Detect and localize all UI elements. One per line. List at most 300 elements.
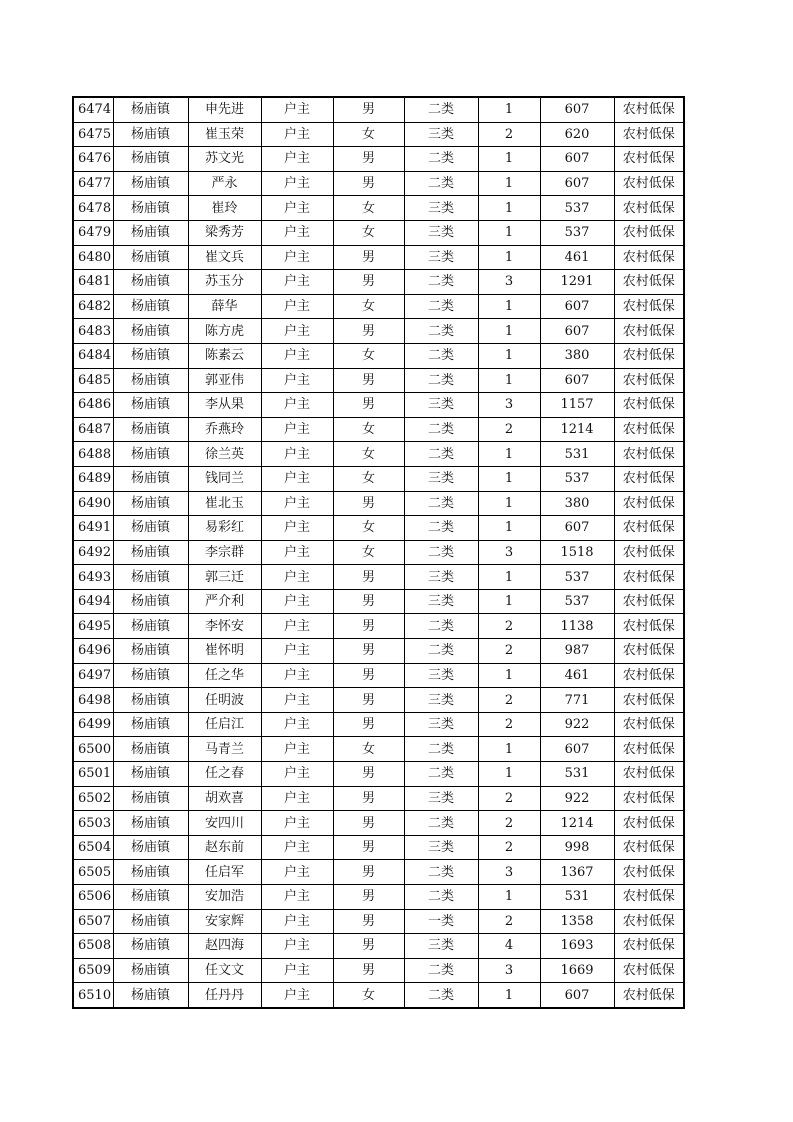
relation-cell: 户主	[261, 393, 333, 418]
relation-cell: 户主	[261, 639, 333, 664]
row-number-cell: 6489	[73, 466, 113, 491]
household-size-cell: 2	[478, 688, 540, 713]
relation-cell: 户主	[261, 712, 333, 737]
table-row	[73, 417, 684, 442]
town-cell: 杨庙镇	[113, 97, 188, 122]
amount-cell: 607	[540, 294, 614, 319]
town-cell: 杨庙镇	[113, 589, 188, 614]
gender-cell: 女	[333, 983, 404, 1008]
assistance-type-cell: 农村低保	[614, 319, 684, 344]
relation-cell: 户主	[261, 417, 333, 442]
name-cell: 李怀安	[188, 614, 261, 639]
data-table	[72, 96, 685, 1009]
row-number-cell: 6475	[73, 122, 113, 147]
town-cell: 杨庙镇	[113, 614, 188, 639]
amount-cell: 1518	[540, 540, 614, 565]
household-size-cell: 1	[478, 442, 540, 467]
category-cell: 二类	[404, 737, 478, 762]
category-cell: 三类	[404, 835, 478, 860]
table-row	[73, 245, 684, 270]
town-cell: 杨庙镇	[113, 663, 188, 688]
category-cell: 三类	[404, 688, 478, 713]
relation-cell: 户主	[261, 540, 333, 565]
row-number-cell: 6505	[73, 860, 113, 885]
row-number-cell: 6504	[73, 835, 113, 860]
row-number-cell: 6500	[73, 737, 113, 762]
row-number-cell: 6497	[73, 663, 113, 688]
assistance-type-cell: 农村低保	[614, 909, 684, 934]
name-cell: 陈方虎	[188, 319, 261, 344]
gender-cell: 男	[333, 368, 404, 393]
gender-cell: 男	[333, 811, 404, 836]
category-cell: 三类	[404, 196, 478, 221]
household-size-cell: 2	[478, 417, 540, 442]
town-cell: 杨庙镇	[113, 245, 188, 270]
amount-cell: 1214	[540, 811, 614, 836]
relation-cell: 户主	[261, 343, 333, 368]
category-cell: 二类	[404, 147, 478, 172]
household-size-cell: 3	[478, 540, 540, 565]
relation-cell: 户主	[261, 958, 333, 983]
assistance-type-cell: 农村低保	[614, 786, 684, 811]
household-size-cell: 1	[478, 97, 540, 122]
category-cell: 二类	[404, 491, 478, 516]
table-row	[73, 860, 684, 885]
table-row	[73, 762, 684, 787]
household-size-cell: 2	[478, 639, 540, 664]
household-size-cell: 1	[478, 147, 540, 172]
category-cell: 二类	[404, 516, 478, 541]
amount-cell: 607	[540, 97, 614, 122]
gender-cell: 女	[333, 122, 404, 147]
name-cell: 任文文	[188, 958, 261, 983]
name-cell: 崔玲	[188, 196, 261, 221]
table-row	[73, 393, 684, 418]
gender-cell: 男	[333, 712, 404, 737]
name-cell: 任之春	[188, 762, 261, 787]
amount-cell: 607	[540, 171, 614, 196]
category-cell: 二类	[404, 442, 478, 467]
relation-cell: 户主	[261, 171, 333, 196]
assistance-type-cell: 农村低保	[614, 639, 684, 664]
household-size-cell: 1	[478, 368, 540, 393]
row-number-cell: 6503	[73, 811, 113, 836]
town-cell: 杨庙镇	[113, 835, 188, 860]
category-cell: 二类	[404, 417, 478, 442]
town-cell: 杨庙镇	[113, 368, 188, 393]
table-row	[73, 171, 684, 196]
relation-cell: 户主	[261, 97, 333, 122]
town-cell: 杨庙镇	[113, 565, 188, 590]
assistance-type-cell: 农村低保	[614, 393, 684, 418]
relation-cell: 户主	[261, 122, 333, 147]
table-row	[73, 319, 684, 344]
row-number-cell: 6484	[73, 343, 113, 368]
amount-cell: 531	[540, 885, 614, 910]
amount-cell: 987	[540, 639, 614, 664]
name-cell: 任明波	[188, 688, 261, 713]
table-row	[73, 343, 684, 368]
town-cell: 杨庙镇	[113, 958, 188, 983]
gender-cell: 女	[333, 516, 404, 541]
gender-cell: 男	[333, 393, 404, 418]
relation-cell: 户主	[261, 737, 333, 762]
row-number-cell: 6494	[73, 589, 113, 614]
gender-cell: 男	[333, 786, 404, 811]
gender-cell: 男	[333, 958, 404, 983]
table-row	[73, 368, 684, 393]
amount-cell: 537	[540, 220, 614, 245]
row-number-cell: 6498	[73, 688, 113, 713]
gender-cell: 男	[333, 565, 404, 590]
name-cell: 安四川	[188, 811, 261, 836]
row-number-cell: 6507	[73, 909, 113, 934]
name-cell: 赵四海	[188, 934, 261, 959]
row-number-cell: 6476	[73, 147, 113, 172]
town-cell: 杨庙镇	[113, 491, 188, 516]
row-number-cell: 6501	[73, 762, 113, 787]
assistance-type-cell: 农村低保	[614, 343, 684, 368]
category-cell: 三类	[404, 220, 478, 245]
category-cell: 二类	[404, 639, 478, 664]
gender-cell: 男	[333, 934, 404, 959]
name-cell: 严永	[188, 171, 261, 196]
town-cell: 杨庙镇	[113, 171, 188, 196]
category-cell: 二类	[404, 171, 478, 196]
category-cell: 三类	[404, 663, 478, 688]
gender-cell: 男	[333, 97, 404, 122]
assistance-type-cell: 农村低保	[614, 835, 684, 860]
assistance-type-cell: 农村低保	[614, 270, 684, 295]
row-number-cell: 6488	[73, 442, 113, 467]
gender-cell: 女	[333, 220, 404, 245]
row-number-cell: 6485	[73, 368, 113, 393]
household-size-cell: 2	[478, 811, 540, 836]
relation-cell: 户主	[261, 147, 333, 172]
relation-cell: 户主	[261, 491, 333, 516]
assistance-type-cell: 农村低保	[614, 762, 684, 787]
table-row	[73, 614, 684, 639]
row-number-cell: 6510	[73, 983, 113, 1008]
name-cell: 崔怀明	[188, 639, 261, 664]
relation-cell: 户主	[261, 294, 333, 319]
household-size-cell: 1	[478, 319, 540, 344]
name-cell: 苏文光	[188, 147, 261, 172]
town-cell: 杨庙镇	[113, 220, 188, 245]
town-cell: 杨庙镇	[113, 639, 188, 664]
category-cell: 二类	[404, 885, 478, 910]
gender-cell: 女	[333, 196, 404, 221]
amount-cell: 537	[540, 466, 614, 491]
household-size-cell: 2	[478, 614, 540, 639]
name-cell: 薛华	[188, 294, 261, 319]
relation-cell: 户主	[261, 835, 333, 860]
household-size-cell: 1	[478, 885, 540, 910]
relation-cell: 户主	[261, 762, 333, 787]
town-cell: 杨庙镇	[113, 516, 188, 541]
town-cell: 杨庙镇	[113, 737, 188, 762]
table-row	[73, 835, 684, 860]
table-row	[73, 983, 684, 1008]
row-number-cell: 6486	[73, 393, 113, 418]
category-cell: 二类	[404, 762, 478, 787]
assistance-type-cell: 农村低保	[614, 97, 684, 122]
category-cell: 三类	[404, 934, 478, 959]
category-cell: 二类	[404, 343, 478, 368]
table-row	[73, 147, 684, 172]
table-row	[73, 934, 684, 959]
table-row	[73, 466, 684, 491]
amount-cell: 537	[540, 196, 614, 221]
amount-cell: 380	[540, 343, 614, 368]
category-cell: 二类	[404, 958, 478, 983]
amount-cell: 537	[540, 565, 614, 590]
row-number-cell: 6482	[73, 294, 113, 319]
gender-cell: 男	[333, 245, 404, 270]
assistance-type-cell: 农村低保	[614, 540, 684, 565]
name-cell: 陈素云	[188, 343, 261, 368]
assistance-type-cell: 农村低保	[614, 245, 684, 270]
gender-cell: 男	[333, 885, 404, 910]
name-cell: 易彩红	[188, 516, 261, 541]
table-row	[73, 516, 684, 541]
gender-cell: 男	[333, 663, 404, 688]
household-size-cell: 1	[478, 171, 540, 196]
row-number-cell: 6495	[73, 614, 113, 639]
name-cell: 李从果	[188, 393, 261, 418]
table-row	[73, 909, 684, 934]
gender-cell: 男	[333, 147, 404, 172]
gender-cell: 男	[333, 614, 404, 639]
household-size-cell: 1	[478, 565, 540, 590]
amount-cell: 607	[540, 516, 614, 541]
household-size-cell: 2	[478, 909, 540, 934]
town-cell: 杨庙镇	[113, 294, 188, 319]
table-row	[73, 712, 684, 737]
relation-cell: 户主	[261, 319, 333, 344]
relation-cell: 户主	[261, 442, 333, 467]
category-cell: 二类	[404, 811, 478, 836]
amount-cell: 461	[540, 663, 614, 688]
town-cell: 杨庙镇	[113, 909, 188, 934]
category-cell: 三类	[404, 712, 478, 737]
amount-cell: 998	[540, 835, 614, 860]
row-number-cell: 6474	[73, 97, 113, 122]
household-size-cell: 2	[478, 786, 540, 811]
table-row	[73, 491, 684, 516]
town-cell: 杨庙镇	[113, 147, 188, 172]
household-size-cell: 3	[478, 270, 540, 295]
amount-cell: 531	[540, 762, 614, 787]
category-cell: 三类	[404, 565, 478, 590]
household-size-cell: 1	[478, 245, 540, 270]
town-cell: 杨庙镇	[113, 786, 188, 811]
category-cell: 二类	[404, 368, 478, 393]
category-cell: 二类	[404, 860, 478, 885]
relation-cell: 户主	[261, 220, 333, 245]
assistance-type-cell: 农村低保	[614, 516, 684, 541]
name-cell: 赵东前	[188, 835, 261, 860]
row-number-cell: 6479	[73, 220, 113, 245]
name-cell: 安加浩	[188, 885, 261, 910]
relation-cell: 户主	[261, 565, 333, 590]
town-cell: 杨庙镇	[113, 466, 188, 491]
row-number-cell: 6492	[73, 540, 113, 565]
household-size-cell: 1	[478, 196, 540, 221]
gender-cell: 女	[333, 737, 404, 762]
row-number-cell: 6493	[73, 565, 113, 590]
category-cell: 一类	[404, 909, 478, 934]
name-cell: 胡欢喜	[188, 786, 261, 811]
town-cell: 杨庙镇	[113, 270, 188, 295]
assistance-type-cell: 农村低保	[614, 491, 684, 516]
category-cell: 三类	[404, 589, 478, 614]
assistance-type-cell: 农村低保	[614, 122, 684, 147]
name-cell: 钱同兰	[188, 466, 261, 491]
assistance-type-cell: 农村低保	[614, 589, 684, 614]
name-cell: 任启江	[188, 712, 261, 737]
gender-cell: 男	[333, 589, 404, 614]
amount-cell: 1214	[540, 417, 614, 442]
table-row	[73, 688, 684, 713]
name-cell: 崔北玉	[188, 491, 261, 516]
amount-cell: 1291	[540, 270, 614, 295]
relation-cell: 户主	[261, 885, 333, 910]
household-size-cell: 1	[478, 589, 540, 614]
amount-cell: 1138	[540, 614, 614, 639]
amount-cell: 1693	[540, 934, 614, 959]
household-size-cell: 1	[478, 737, 540, 762]
assistance-type-cell: 农村低保	[614, 147, 684, 172]
table-row	[73, 442, 684, 467]
category-cell: 二类	[404, 540, 478, 565]
table-row	[73, 885, 684, 910]
category-cell: 三类	[404, 122, 478, 147]
gender-cell: 男	[333, 909, 404, 934]
gender-cell: 女	[333, 442, 404, 467]
name-cell: 梁秀芳	[188, 220, 261, 245]
amount-cell: 1358	[540, 909, 614, 934]
household-size-cell: 3	[478, 958, 540, 983]
town-cell: 杨庙镇	[113, 343, 188, 368]
table-row	[73, 220, 684, 245]
table-row	[73, 196, 684, 221]
name-cell: 徐兰英	[188, 442, 261, 467]
name-cell: 任启军	[188, 860, 261, 885]
table-row	[73, 565, 684, 590]
amount-cell: 1669	[540, 958, 614, 983]
town-cell: 杨庙镇	[113, 860, 188, 885]
amount-cell: 607	[540, 319, 614, 344]
amount-cell: 922	[540, 712, 614, 737]
assistance-type-cell: 农村低保	[614, 663, 684, 688]
relation-cell: 户主	[261, 909, 333, 934]
relation-cell: 户主	[261, 934, 333, 959]
row-number-cell: 6481	[73, 270, 113, 295]
gender-cell: 女	[333, 294, 404, 319]
category-cell: 三类	[404, 786, 478, 811]
household-size-cell: 1	[478, 663, 540, 688]
name-cell: 严介利	[188, 589, 261, 614]
amount-cell: 537	[540, 589, 614, 614]
assistance-type-cell: 农村低保	[614, 934, 684, 959]
relation-cell: 户主	[261, 614, 333, 639]
relation-cell: 户主	[261, 663, 333, 688]
gender-cell: 男	[333, 639, 404, 664]
name-cell: 崔玉荣	[188, 122, 261, 147]
assistance-type-cell: 农村低保	[614, 712, 684, 737]
table-row	[73, 958, 684, 983]
name-cell: 郭亚伟	[188, 368, 261, 393]
relation-cell: 户主	[261, 688, 333, 713]
town-cell: 杨庙镇	[113, 811, 188, 836]
name-cell: 任丹丹	[188, 983, 261, 1008]
amount-cell: 607	[540, 983, 614, 1008]
name-cell: 苏玉分	[188, 270, 261, 295]
category-cell: 三类	[404, 245, 478, 270]
category-cell: 二类	[404, 270, 478, 295]
town-cell: 杨庙镇	[113, 885, 188, 910]
relation-cell: 户主	[261, 270, 333, 295]
name-cell: 崔文兵	[188, 245, 261, 270]
relation-cell: 户主	[261, 786, 333, 811]
row-number-cell: 6506	[73, 885, 113, 910]
relation-cell: 户主	[261, 368, 333, 393]
household-size-cell: 3	[478, 393, 540, 418]
name-cell: 李宗群	[188, 540, 261, 565]
category-cell: 二类	[404, 294, 478, 319]
town-cell: 杨庙镇	[113, 540, 188, 565]
assistance-type-cell: 农村低保	[614, 885, 684, 910]
relation-cell: 户主	[261, 516, 333, 541]
row-number-cell: 6508	[73, 934, 113, 959]
household-size-cell: 1	[478, 762, 540, 787]
town-cell: 杨庙镇	[113, 712, 188, 737]
household-size-cell: 4	[478, 934, 540, 959]
amount-cell: 380	[540, 491, 614, 516]
row-number-cell: 6478	[73, 196, 113, 221]
gender-cell: 男	[333, 835, 404, 860]
household-size-cell: 1	[478, 466, 540, 491]
table-row	[73, 122, 684, 147]
gender-cell: 女	[333, 343, 404, 368]
assistance-type-cell: 农村低保	[614, 811, 684, 836]
household-size-cell: 1	[478, 294, 540, 319]
category-cell: 二类	[404, 983, 478, 1008]
town-cell: 杨庙镇	[113, 122, 188, 147]
assistance-type-cell: 农村低保	[614, 171, 684, 196]
town-cell: 杨庙镇	[113, 393, 188, 418]
gender-cell: 女	[333, 540, 404, 565]
relation-cell: 户主	[261, 466, 333, 491]
amount-cell: 607	[540, 147, 614, 172]
name-cell: 马青兰	[188, 737, 261, 762]
household-size-cell: 1	[478, 983, 540, 1008]
gender-cell: 男	[333, 688, 404, 713]
household-size-cell: 1	[478, 220, 540, 245]
row-number-cell: 6483	[73, 319, 113, 344]
name-cell: 郭三迁	[188, 565, 261, 590]
town-cell: 杨庙镇	[113, 934, 188, 959]
category-cell: 二类	[404, 614, 478, 639]
assistance-type-cell: 农村低保	[614, 220, 684, 245]
table-row	[73, 639, 684, 664]
gender-cell: 男	[333, 319, 404, 344]
household-size-cell: 2	[478, 122, 540, 147]
amount-cell: 771	[540, 688, 614, 713]
amount-cell: 461	[540, 245, 614, 270]
table-row	[73, 737, 684, 762]
